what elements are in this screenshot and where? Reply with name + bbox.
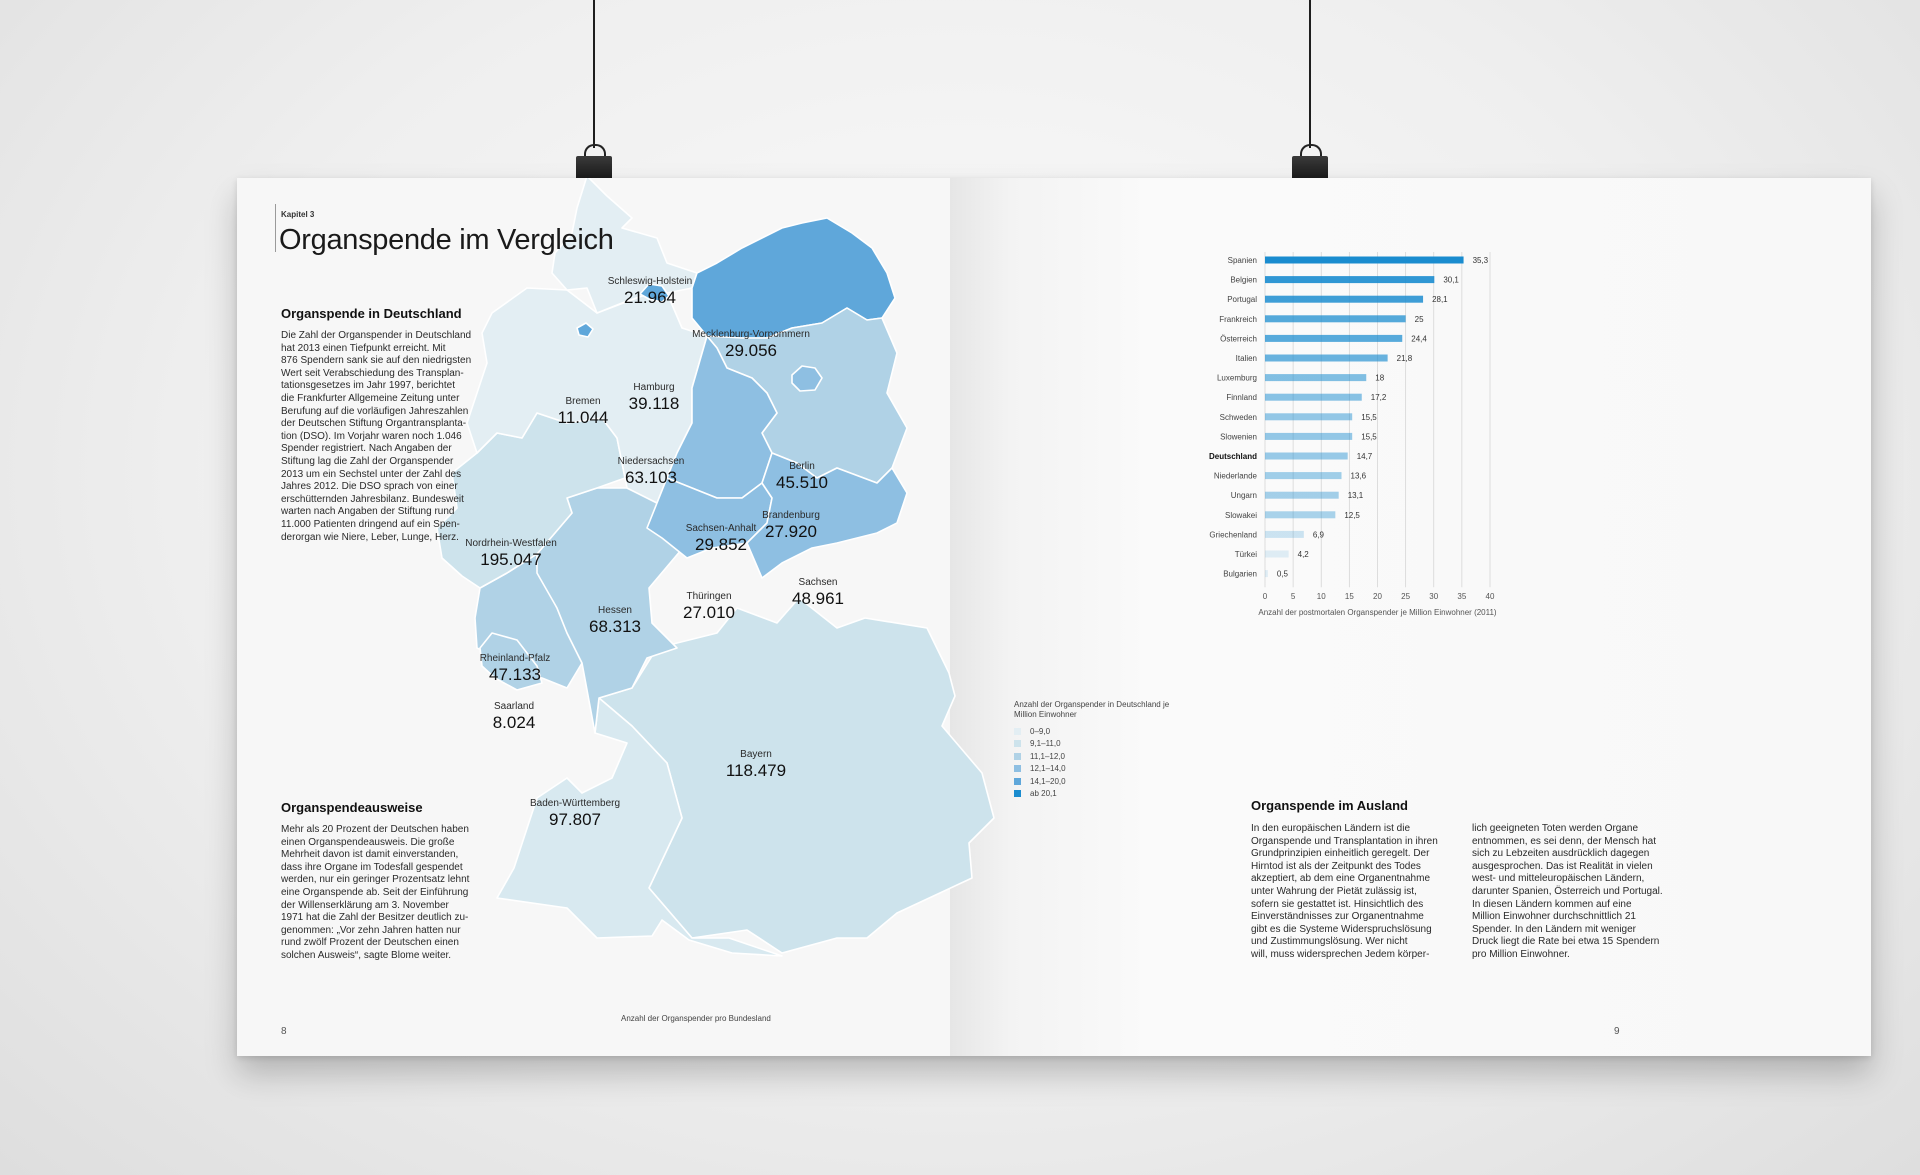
- chart-bar: [1265, 492, 1339, 499]
- chart-value-label: 35,3: [1472, 256, 1489, 265]
- chart-bar: [1265, 472, 1342, 479]
- chart-category-label: Schweden: [1219, 412, 1257, 422]
- state-value: 27.010: [683, 603, 735, 622]
- state-name: Baden-Württemberg: [529, 798, 621, 809]
- chart-tick-label: 35: [1457, 592, 1467, 602]
- state-value: 97.807: [548, 810, 601, 829]
- chart-value-label: 17,2: [1370, 393, 1387, 403]
- chart-category-label: Ungarn: [1230, 491, 1257, 501]
- chart-category-label: Luxemburg: [1216, 373, 1257, 383]
- chart-bar: [1265, 433, 1352, 440]
- chart-x-axis-title: Anzahl der postmortalen Organspender je Million Einwohner (2011): [1258, 608, 1497, 618]
- state-value: 11.044: [557, 408, 609, 427]
- chart-category-label: Deutschland: [1208, 452, 1257, 461]
- state-name: Hessen: [598, 605, 632, 616]
- hanging-wire-left: [593, 0, 595, 148]
- state-value: 45.510: [776, 473, 828, 492]
- state-name: Brandenburg: [762, 510, 820, 521]
- chart-value-label: 25: [1414, 314, 1424, 324]
- section-heading-deutschland: Organspende in Deutschland: [281, 306, 462, 321]
- chart-tick-label: 20: [1373, 592, 1382, 602]
- state-name: Berlin: [789, 461, 815, 472]
- state-name: Hamburg: [633, 382, 675, 393]
- chart-bar: [1265, 276, 1434, 283]
- section-heading-ausweise: Organspendeausweise: [281, 800, 423, 815]
- state-value: 8.024: [492, 713, 536, 732]
- chart-bar: [1265, 551, 1289, 558]
- chart-bar: [1265, 453, 1348, 460]
- chart-bar: [1265, 374, 1366, 381]
- state-name: Nordrhein-Westfalen: [465, 538, 557, 549]
- chart-bar: [1265, 394, 1362, 401]
- legend-label: 12,1–14,0: [1030, 764, 1066, 774]
- state-name: Niedersachsen: [617, 456, 685, 467]
- chart-value-label: 14,7: [1356, 452, 1373, 461]
- state-value: 27.920: [764, 522, 817, 541]
- chart-bar: [1265, 511, 1335, 518]
- chart-bar: [1265, 570, 1268, 577]
- chart-tick-label: 10: [1316, 592, 1326, 602]
- chart-value-label: 15,5: [1361, 412, 1377, 422]
- brochure-spread: [237, 178, 1871, 1056]
- state-value: 63.103: [625, 468, 677, 487]
- chart-bar: [1265, 296, 1423, 303]
- state-name: Saarland: [493, 701, 535, 712]
- state-name: Schleswig-Holstein: [607, 276, 693, 287]
- state-name: Bremen: [565, 396, 601, 407]
- legend-label: 9,1–11,0: [1030, 739, 1061, 749]
- chart-value-label: 6,9: [1312, 530, 1324, 540]
- state-value: 118.479: [725, 761, 787, 780]
- section-text-ausland-col1: In den europäischen Ländern ist die Organspende und Transplantation in ihren Grundprinzipien einheitlich geregelt. Der Hirntod ist als der Zeitpunkt des Todes akzeptiert, ab dem eine Organentnahme unter Wahrung der Pietät zulässig ist, sofern sie gestattet ist. Hinsichtlich des Einverständnisses zur Organentnahme gibt es die Systeme Widerspruchslösung und Zustimmungslösung. Wer nicht will, muss widersprechen Jedem körper-: [1251, 823, 1438, 960]
- state-name: Mecklenburg-Vorpommern: [692, 329, 810, 340]
- state-name: Thüringen: [686, 591, 732, 602]
- state-value: 195.047: [480, 550, 542, 569]
- state-name: Rheinland-Pfalz: [479, 653, 551, 664]
- section-text-ausweise: Mehr als 20 Prozent der Deutschen haben einen Organspendeausweis. Die große Mehrheit davon ist damit einverstanden, dass ihre Organe im Todesfall gespendet werden, nur ein geringer Prozentsatz lehnt eine Organspende ab. Seit der Einführung der Willenserklärung am 3. November 1971 hat die Zahl der Besitzer deutlich zu- genommen: „Vor zehn Jahren hatten nur rund zwölf Prozent der Deutschen einen solchen Ausweis“, sagte Blome weiter.: [281, 824, 470, 961]
- chart-category-label: Portugal: [1227, 295, 1257, 305]
- chart-tick-label: 5: [1290, 592, 1296, 602]
- chart-value-label: 21,8: [1396, 354, 1413, 363]
- chart-value-label: 30,1: [1443, 275, 1459, 285]
- chart-category-label: Slowenien: [1220, 432, 1257, 442]
- chart-tick-label: 25: [1401, 592, 1411, 602]
- chart-category-label: Slowakei: [1224, 510, 1257, 520]
- chart-value-label: 28,1: [1432, 295, 1448, 305]
- chapter-label: Kapitel 3: [281, 210, 315, 219]
- chart-value-label: 12,5: [1344, 510, 1360, 520]
- chart-bar: [1265, 315, 1406, 322]
- section-text-deutschland: Die Zahl der Organspender in Deutschland hat 2013 einen Tiefpunkt erreicht. Mit 876 Spendern sank sie auf den niedrigsten Wert seit Verabschiedung des Transplan- tationsgesetzes im Jahr 1997, berichtet die Frankfurter Allgemeine Zeitung unter Berufung auf die vorläufigen Jahreszahlen der Deutschen Stiftung Organtransplanta- tion (DSO). Im Vorjahr waren noch 1.046 Spender registriert. Nach Angaben der Stiftung lag die Zahl der Organspender 2013 um ein Sechstel unter der Zahl des Jahres 2012. Die DSO sprach von einer erschütternden Jahresbilanz. Bundesweit warten nach Angaben der Stiftung rund 11.000 Patienten dringend auf ein Spen- derorgan wie Niere, Leber, Lunge, Herz.: [281, 330, 472, 543]
- section-text-ausland-col2: lich geeigneten Toten werden Organe entnommen, es sei denn, der Mensch hat sich zu Lebzeiten ausdrücklich dagegen ausgesprochen. Das ist Realität in vielen west- und mitteleuropäischen Ländern, darunter Spanien, Österreich und Portugal. In diesen Ländern kommen auf eine Million Einwohner durchschnittlich 21 Spender. In den Ländern mit weniger Druck liegt die Rate bei etwa 15 Spendern pro Million Einwohner.: [1472, 823, 1663, 960]
- chart-bar: [1265, 413, 1352, 420]
- page-title: Organspende im Vergleich: [279, 224, 614, 256]
- legend-label: 14,1–20,0: [1030, 776, 1066, 786]
- chart-value-label: 18: [1375, 373, 1385, 383]
- chart-category-label: Frankreich: [1219, 314, 1257, 324]
- chart-bar: [1265, 531, 1304, 538]
- page-number-right: 9: [1614, 1026, 1620, 1037]
- legend-label: 0–9,0: [1030, 726, 1051, 736]
- legend-title: Anzahl der Organspender in Deutschland je Million Einwohner: [1014, 700, 1170, 719]
- state-value: 29.852: [694, 535, 747, 554]
- chart-category-label: Finnland: [1226, 393, 1257, 403]
- chart-bar: [1265, 257, 1464, 264]
- section-heading-ausland: Organspende im Ausland: [1251, 798, 1408, 813]
- chart-value-label: 13,1: [1347, 491, 1364, 501]
- state-value: 48.961: [792, 589, 844, 608]
- chart-category-label: Türkei: [1234, 550, 1257, 559]
- state-value: 29.056: [724, 341, 777, 360]
- page-number-left: 8: [281, 1026, 287, 1037]
- chart-category-label: Belgien: [1230, 275, 1257, 285]
- chart-value-label: 4,2: [1297, 550, 1309, 559]
- state-name: Bayern: [740, 749, 772, 760]
- map-caption: Anzahl der Organspender pro Bundesland: [621, 1014, 771, 1023]
- chart-tick-label: 15: [1344, 592, 1354, 602]
- chart-bar: [1265, 355, 1388, 362]
- chart-category-label: Italien: [1235, 354, 1257, 363]
- chart-bar: [1265, 335, 1402, 342]
- chart-tick-label: 30: [1429, 592, 1439, 602]
- legend-label: 11,1–12,0: [1030, 751, 1065, 761]
- hanging-wire-right: [1309, 0, 1311, 148]
- chart-category-label: Spanien: [1227, 256, 1257, 265]
- chart-value-label: 24,4: [1411, 334, 1427, 344]
- chart-tick-label: 40: [1485, 592, 1495, 602]
- state-value: 68.313: [589, 617, 641, 636]
- state-name: Sachsen-Anhalt: [685, 523, 757, 534]
- chart-value-label: 15,5: [1361, 432, 1377, 442]
- chart-category-label: Bulgarien: [1223, 569, 1257, 579]
- legend-label: ab 20,1: [1030, 789, 1057, 799]
- state-name: Sachsen: [798, 577, 838, 588]
- state-value: 21.964: [623, 288, 676, 307]
- chart-value-label: 0,5: [1276, 569, 1288, 579]
- state-value: 47.133: [488, 665, 541, 684]
- chart-value-label: 13,6: [1350, 471, 1367, 481]
- chart-category-label: Österreich: [1220, 334, 1257, 344]
- chart-category-label: Griechenland: [1209, 530, 1257, 540]
- state-value: 39.118: [628, 394, 680, 413]
- chart-tick-label: 0: [1262, 592, 1268, 602]
- chart-category-label: Niederlande: [1213, 471, 1257, 481]
